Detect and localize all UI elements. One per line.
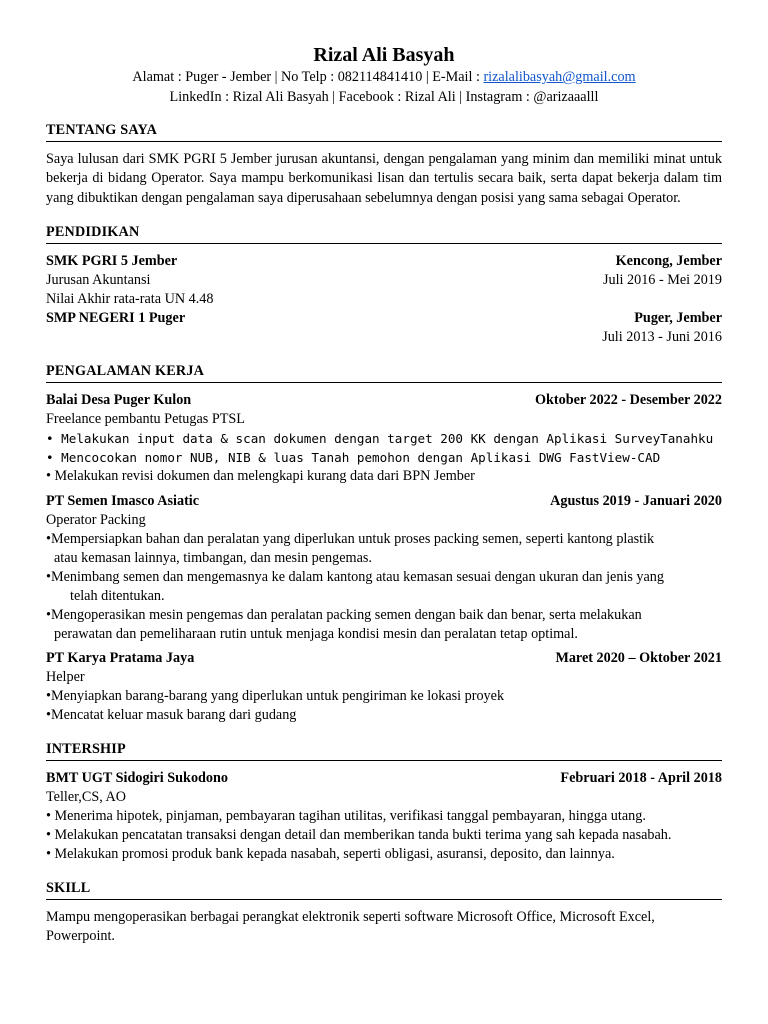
- job-bullet: •Mencatat keluar masuk barang dari gudang: [46, 706, 297, 723]
- school-location: Puger, Jember: [634, 309, 722, 326]
- education-item: [46, 252, 722, 309]
- skill-section: [46, 879, 722, 946]
- school-major: Jurusan Akuntansi: [46, 271, 151, 288]
- job-period: Maret 2020 – Oktober 2021: [555, 649, 722, 666]
- resume-page: [46, 42, 722, 946]
- contact-line-2: LinkedIn : Rizal Ali Basyah | Facebook : Rizal Ali | Instagram : @arizaaalll: [169, 88, 599, 105]
- internship-role: Teller,CS, AO: [46, 788, 127, 805]
- job-bullet: • Melakukan input data & scan dokumen dengan target 200 KK dengan Aplikasi SurveyTanahku: [46, 430, 714, 446]
- school-name: SMP NEGERI 1 Puger: [46, 309, 186, 326]
- internship-period: Februari 2018 - April 2018: [560, 769, 722, 786]
- resume-header: [46, 42, 722, 107]
- internship-bullet: • Melakukan promosi produk bank kepada nasabah, seperti obligasi, asuransi, deposito, dan lainnya.: [46, 845, 615, 862]
- internship-company: BMT UGT Sidogiri Sukodono: [46, 769, 229, 786]
- about-text: Saya lulusan dari SMK PGRI 5 Jember jurusan akuntansi, dengan pengalaman yang minim dan memiliki minat untuk bekerja di bidang Operator. Saya mampu berkomunikasi lisan dan tertulis secara baik, serta dapat bekerja dalam tim yang dibuktikan dengan pengalaman saya diperusahaan sebelumnya dengan posisi yang sama sebagai Operator.: [46, 151, 722, 206]
- job-role: Helper: [46, 668, 85, 685]
- job-bullet: •Menyiapkan barang-barang yang diperlukan untuk pengiriman ke lokasi proyek: [46, 687, 505, 704]
- about-section: [46, 121, 722, 208]
- job-company: PT Semen Imasco Asiatic: [46, 492, 200, 509]
- section-title-about: TENTANG SAYA: [46, 121, 722, 142]
- school-location: Kencong, Jember: [615, 252, 722, 269]
- job-company: PT Karya Pratama Jaya: [46, 649, 195, 666]
- school-period: Juli 2016 - Mei 2019: [602, 271, 722, 288]
- experience-section: [46, 362, 722, 725]
- skill-text: Mampu mengoperasikan berbagai perangkat elektronik seperti software Microsoft Office, Microsoft Excel, Powerpoint.: [46, 908, 655, 944]
- job-bullet-continuation: atau kemasan lainnya, timbangan, dan mesin pengemas.: [54, 549, 372, 566]
- contact-details: Alamat : Puger - Jember | No Telp : 082114841410 | E-Mail :: [132, 69, 484, 85]
- internship-bullet: • Menerima hipotek, pinjaman, pembayaran tagihan utilitas, verifikasi tanggal pembayaran, hingga utang.: [46, 807, 646, 824]
- internship-bullet: • Melakukan pencatatan transaksi dengan detail dan memberikan tanda bukti terima yang sah kepada nasabah.: [46, 826, 672, 843]
- education-section: [46, 223, 722, 347]
- job-company: Balai Desa Puger Kulon: [46, 391, 192, 408]
- school-name: SMK PGRI 5 Jember: [46, 252, 178, 269]
- school-period: Juli 2013 - Juni 2016: [602, 328, 722, 345]
- school-note: Nilai Akhir rata-rata UN 4.48: [46, 290, 214, 307]
- section-title-experience: PENGALAMAN KERJA: [46, 362, 722, 383]
- job-bullet: •Menimbang semen dan mengemasnya ke dalam kantong atau kemasan sesuai dengan ukuran dan jenis yang: [46, 568, 664, 585]
- job-item: [46, 391, 722, 486]
- job-bullet: •Mempersiapkan bahan dan peralatan yang diperlukan untuk proses packing semen, seperti kantong plastik: [46, 530, 655, 547]
- education-item: [46, 309, 722, 347]
- job-bullet-continuation: telah ditentukan.: [70, 587, 165, 604]
- job-item: [46, 492, 722, 644]
- contact-line-1: [46, 68, 722, 88]
- internship-section: [46, 740, 722, 864]
- email-link[interactable]: rizalalibasyah@gmail.com: [483, 69, 636, 85]
- job-bullet: •Mengoperasikan mesin pengemas dan peralatan packing semen dengan baik dan benar, serta melakukan: [46, 606, 642, 623]
- section-title-education: PENDIDIKAN: [46, 223, 722, 244]
- candidate-name: Rizal Ali Basyah: [313, 44, 455, 66]
- job-period: Oktober 2022 - Desember 2022: [534, 391, 722, 408]
- job-period: Agustus 2019 - Januari 2020: [550, 492, 722, 509]
- job-item: [46, 649, 722, 725]
- job-role: Operator Packing: [46, 511, 146, 528]
- section-title-internship: INTERSHIP: [46, 740, 722, 761]
- job-bullet: • Mencocokan nomor NUB, NIB & luas Tanah pemohon dengan Aplikasi DWG FastView-CAD: [46, 449, 661, 465]
- job-bullet-continuation: perawatan dan pemeliharaan rutin untuk menjaga kondisi mesin dan peralatan tetap optimal.: [54, 625, 578, 642]
- job-role: Freelance pembantu Petugas PTSL: [46, 410, 245, 427]
- section-title-skill: SKILL: [46, 879, 722, 900]
- job-bullet: • Melakukan revisi dokumen dan melengkapi kurang data dari BPN Jember: [46, 467, 475, 484]
